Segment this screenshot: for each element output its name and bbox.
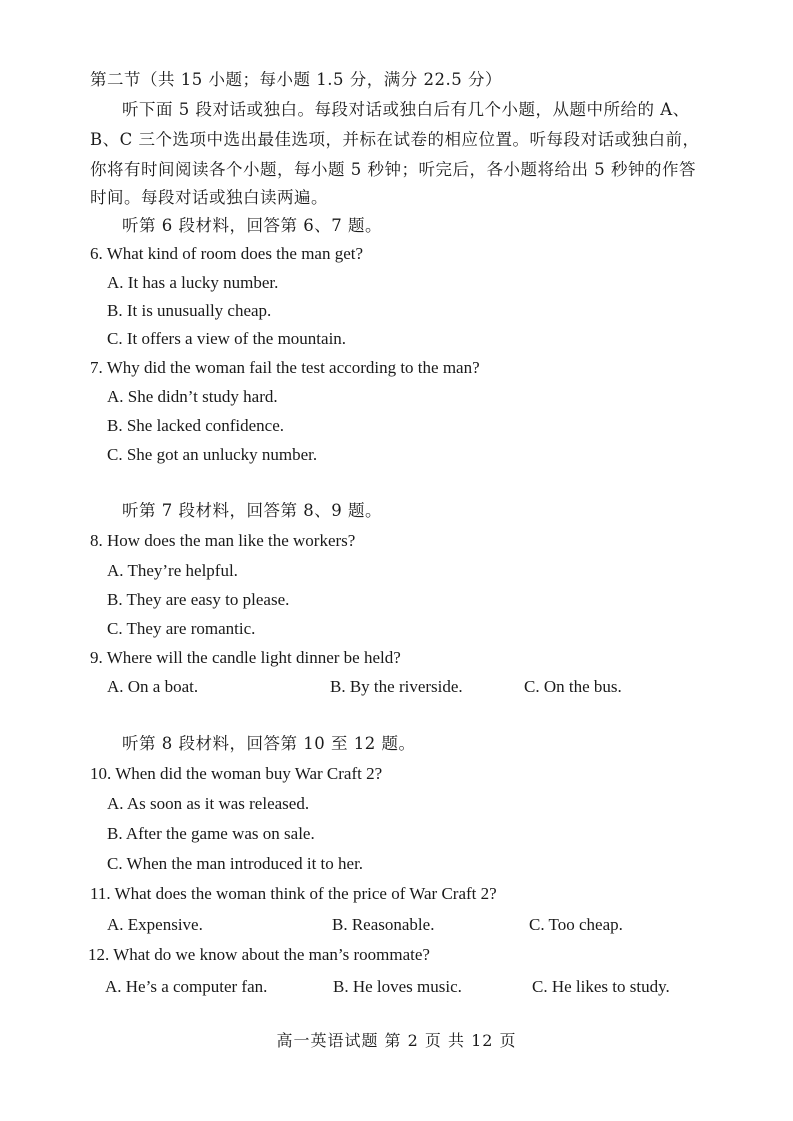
option-10a: A. As soon as it was released. xyxy=(107,794,310,813)
option-8c: C. They are romantic. xyxy=(107,619,256,638)
option-6b: B. It is unusually cheap. xyxy=(107,301,272,320)
group-intro: 听第 6 段材料，回答第 6、7 题。 xyxy=(122,216,382,235)
option-7b: B. She lacked confidence. xyxy=(107,416,285,435)
page-footer: 高一英语试题 第 2 页 共 12 页 xyxy=(276,1031,517,1050)
option-9a: A. On a boat. xyxy=(107,677,199,696)
option-10b: B. After the game was on sale. xyxy=(107,824,315,843)
question-9: 9. Where will the candle light dinner be held? xyxy=(90,648,401,667)
instruction-line: 听下面 5 段对话或独白。每段对话或独白后有几个小题，从题中所给的 A、 xyxy=(122,100,690,119)
option-7c: C. She got an unlucky number. xyxy=(107,445,318,464)
option-12a: A. He’s a computer fan. xyxy=(105,977,268,996)
option-8b: B. They are easy to please. xyxy=(107,590,290,609)
group-intro: 听第 8 段材料，回答第 10 至 12 题。 xyxy=(122,734,416,753)
option-9b: B. By the riverside. xyxy=(330,677,463,696)
option-10c: C. When the man introduced it to her. xyxy=(107,854,364,873)
group-intro: 听第 7 段材料，回答第 8、9 题。 xyxy=(122,501,382,520)
option-9c: C. On the bus. xyxy=(524,677,622,696)
option-12c: C. He likes to study. xyxy=(532,977,670,996)
question-12: 12. What do we know about the man’s roommate? xyxy=(88,945,430,964)
option-6a: A. It has a lucky number. xyxy=(107,273,279,292)
option-11a: A. Expensive. xyxy=(107,915,203,934)
question-10: 10. When did the woman buy War Craft 2? xyxy=(90,764,383,783)
question-7: 7. Why did the woman fail the test according to the man? xyxy=(90,358,480,377)
option-6c: C. It offers a view of the mountain. xyxy=(107,329,347,348)
option-7a: A. She didn’t study hard. xyxy=(107,387,278,406)
option-11b: B. Reasonable. xyxy=(332,915,435,934)
question-6: 6. What kind of room does the man get? xyxy=(90,244,364,263)
section-heading: 第二节（共 15 小题；每小题 1.5 分，满分 22.5 分） xyxy=(90,70,502,89)
option-11c: C. Too cheap. xyxy=(529,915,623,934)
option-8a: A. They’re helpful. xyxy=(107,561,238,580)
instruction-line: B、C 三个选项中选出最佳选项，并标在试卷的相应位置。听每段对话或独白前， xyxy=(90,130,700,149)
question-8: 8. How does the man like the workers? xyxy=(90,531,356,550)
instruction-line: 时间。每段对话或独白读两遍。 xyxy=(90,188,328,207)
option-12b: B. He loves music. xyxy=(333,977,462,996)
instruction-line: 你将有时间阅读各个小题，每小题 5 秒钟；听完后，各小题将给出 5 秒钟的作答 xyxy=(90,160,696,179)
question-11: 11. What does the woman think of the price of War Craft 2? xyxy=(90,884,497,903)
